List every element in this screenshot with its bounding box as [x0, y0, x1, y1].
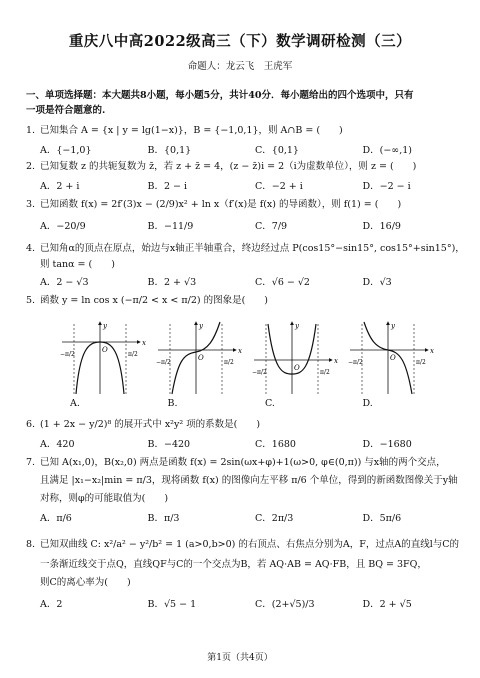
option-a: A．420 [40, 439, 75, 450]
axis-y-label: y [103, 322, 107, 330]
question-3 [26, 198, 472, 212]
question-4 [26, 242, 472, 256]
option-b: B．π/3 [147, 513, 180, 524]
neg-tick-label: −π/2 [252, 369, 267, 376]
question-2 [26, 160, 472, 174]
question-number: 7. [26, 457, 36, 468]
graph-labels [70, 398, 460, 409]
question-text: (1 + 2x − y/2)⁸ 的展开式中 x²y² 项的系数是( ) [40, 419, 261, 430]
question-text: 函数 y = ln cos x (−π/2 < x < π/2) 的图象是( ) [40, 295, 269, 306]
option-c: C．(2+√5)/3 [255, 599, 315, 610]
pos-tick-label: π/2 [224, 359, 234, 366]
question-7-cont2: 对称，则φ的可能取值为( ) [40, 493, 169, 504]
question-text: 已知函数 f(x) = 2f′(3)x − (2/9)x² + ln x（f′(x)是 f(x) 的导函数），则 f(1) = ( ) [40, 199, 402, 210]
option-b: B．{0,1} [147, 145, 192, 156]
question-text: 已知双曲线 C: x²/a² − y²/b² = 1 (a>0,b>0) 的右顶点、右焦点分别为A，F，过点A的直线l与C的 [40, 539, 460, 550]
question-number: 3. [26, 199, 36, 210]
question-number: 2. [26, 161, 36, 172]
option-c: C．−2 + i [255, 181, 303, 192]
option-d: D．2 + √5 [362, 599, 412, 610]
question-number: 1. [26, 125, 36, 136]
option-b: B．√5 − 1 [147, 599, 197, 610]
question-number: 6. [26, 419, 36, 430]
options-7 [40, 510, 470, 524]
section-heading [26, 88, 466, 118]
question-5 [26, 294, 472, 308]
section-line-1: 一、单项选择题：本大题共8小题，每小题5分，共计40分．每小题给出的四个选项中，只有 [26, 90, 414, 101]
options-1 [40, 142, 470, 156]
question-text: 已知复数 z 的共轭复数为 z̄，若 z + z̄ = 4，(z − z̄)i = 2（i为虚数单位），则 z = ( ) [40, 161, 417, 172]
axis-x-label: x [238, 347, 242, 355]
question-4-cont: 则 tanα = ( ) [40, 259, 115, 270]
graph-d [348, 322, 434, 394]
option-d: D．−2 − i [362, 181, 411, 192]
options-8 [40, 596, 470, 610]
option-d: D．5π/6 [362, 513, 402, 524]
page-title: 重庆八中高2022级高三（下）数学调研检测（三） [68, 33, 412, 50]
option-d: D．(−∞,1) [362, 145, 412, 156]
option-a: A．−20/9 [40, 221, 86, 232]
graph-label-d: D. [362, 398, 373, 409]
page-footer: 第1页（共4页） [207, 653, 273, 663]
question-8-cont: 一条渐近线交于点Q，直线QF与C的一个交点为B，若 AQ·AB = AQ·FB，且 BQ = 3FQ， [40, 559, 427, 570]
question-text: 已知集合 A = {x | y = lg(1−x)}，B = {−1,0,1}，则 A∩B = ( ) [40, 125, 343, 136]
options-4 [40, 274, 470, 288]
question-8 [26, 538, 472, 552]
graph-b [156, 322, 242, 394]
pos-tick-label: π/2 [416, 359, 426, 366]
option-b: B．2 + √3 [147, 277, 197, 288]
origin-label: O [198, 354, 204, 362]
question-6 [26, 418, 472, 432]
option-c: C．1680 [255, 439, 296, 450]
axis-x-label: x [430, 347, 434, 355]
axis-x-label: x [142, 339, 146, 347]
option-c: C．7/9 [255, 221, 288, 232]
question-1 [26, 124, 472, 138]
options-2 [40, 178, 470, 192]
question-number: 4. [26, 243, 36, 254]
axis-x-label: x [334, 357, 338, 365]
option-d: D．16/9 [362, 221, 401, 232]
neg-tick-label: −π/2 [156, 359, 171, 366]
authors-line: 命题人：龙云飞 王虎军 [187, 61, 293, 72]
graph-a [60, 322, 146, 394]
pos-tick-label: π/2 [320, 369, 330, 376]
graph-label-c: C. [265, 398, 275, 409]
option-a: A．2 + i [40, 181, 80, 192]
origin-label: O [390, 354, 396, 362]
axis-y-label: y [199, 322, 203, 330]
graph-label-b: B. [167, 398, 178, 409]
option-d: D．−1680 [362, 439, 412, 450]
origin-label: O [102, 346, 108, 354]
question-8-cont2: 则C的离心率为( ) [40, 577, 131, 588]
question-text: 已知 A(x₁,0)，B(x₂,0) 两点是函数 f(x) = 2sin(ωx+φ)+1(ω>0, φ∈(0,π)) 与x轴的两个交点， [40, 457, 446, 468]
question-number: 5. [26, 295, 36, 306]
option-c: C．√6 − √2 [255, 277, 310, 288]
graph-label-a: A. [70, 398, 80, 409]
option-a: A．π/6 [40, 513, 72, 524]
options-6 [40, 436, 470, 450]
question-7-cont: 且满足 |x₁−x₂|min = π/3，现将函数 f(x) 的图像向左平移 π/6 个单位，得到的新函数图像关于y轴 [40, 475, 458, 486]
option-a: A．{−1,0} [40, 145, 92, 156]
axis-y-label: y [295, 322, 299, 330]
question-7 [26, 456, 472, 470]
question-text: 已知角α的顶点在原点，始边与x轴正半轴重合，终边经过点 P(cos15°−sin15°, cos15°+sin15°)， [40, 243, 465, 254]
option-c: C．2π/3 [255, 513, 294, 524]
origin-label: O [294, 364, 300, 372]
option-b: B．−420 [147, 439, 191, 450]
option-a: A．2 [40, 599, 63, 610]
option-a: A．2 − √3 [40, 277, 89, 288]
option-c: C．{0,1} [255, 145, 299, 156]
neg-tick-label: −π/2 [60, 351, 75, 358]
function-graphs [60, 320, 440, 398]
options-3 [40, 218, 470, 232]
graph-c [252, 322, 338, 394]
neg-tick-label: −π/2 [348, 359, 363, 366]
option-b: B．2 − i [147, 181, 188, 192]
option-d: D．√3 [362, 277, 392, 288]
pos-tick-label: π/2 [128, 351, 138, 358]
axis-y-label: y [391, 322, 395, 330]
option-b: B．−11/9 [147, 221, 194, 232]
question-number: 8. [26, 539, 36, 550]
section-line-2: 一项是符合题意的. [26, 105, 106, 116]
